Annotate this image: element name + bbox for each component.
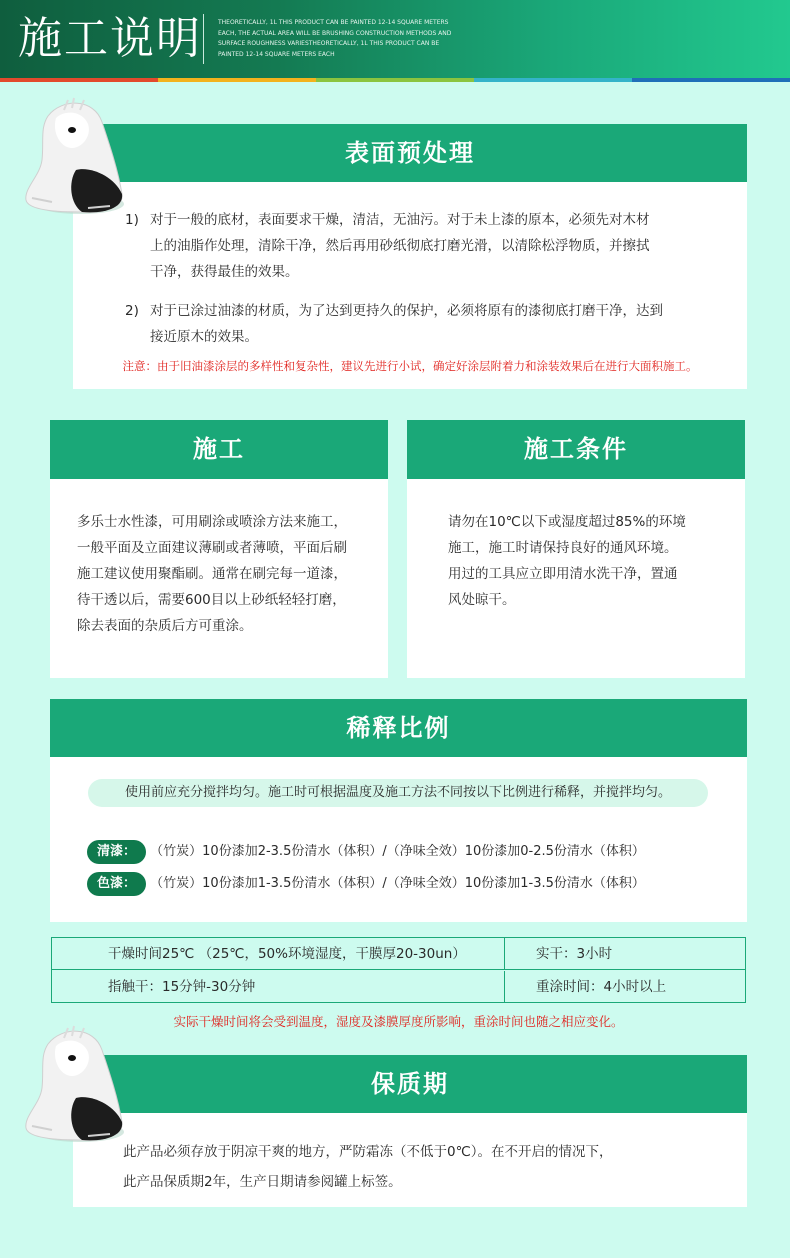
stripe-segment <box>158 78 316 82</box>
surface-item-1 <box>125 207 725 285</box>
clear-paint-label: 清漆： <box>87 840 146 864</box>
conditions-title: 施工条件 <box>407 420 745 479</box>
surface-prep-card <box>73 124 747 389</box>
item-number: 2) <box>125 303 139 319</box>
color-paint-ratio: （竹炭）10份漆加1-3.5份清水（体积）/（净味全效）10份漆加1-3.5份清水（体积） <box>150 876 645 891</box>
drying-note: 实际干燥时间将会受到温度，湿度及漆膜厚度所影响，重涂时间也随之相应变化。 <box>173 1014 624 1029</box>
surface-item-2 <box>125 298 725 350</box>
table-row <box>52 938 745 970</box>
sheepdog-illustration <box>18 96 126 220</box>
conditions-line: 用过的工具应立即用清水洗干净，置通 <box>448 566 678 582</box>
sheepdog-illustration <box>18 1024 126 1148</box>
surface-item-2-line2: 接近原木的效果。 <box>150 329 258 345</box>
recoat-time-cell: 重涂时间：4小时以上 <box>536 979 667 995</box>
conditions-card <box>407 420 745 678</box>
drying-time-cell: 干燥时间25℃ （25℃，50%环境湿度，干膜厚20-30un） <box>108 946 466 962</box>
dilution-title: 稀释比例 <box>50 699 747 757</box>
stripe-segment <box>474 78 632 82</box>
construction-line: 待干透以后，需要600目以上砂纸轻轻打磨， <box>77 592 346 608</box>
table-divider <box>504 938 505 970</box>
touch-dry-cell: 指触干：15分钟-30分钟 <box>108 979 256 995</box>
stripe-segment <box>316 78 474 82</box>
construction-card <box>50 420 388 678</box>
surface-note: 注意：由于旧油漆涂层的多样性和复杂性，建议先进行小试，确定好涂层附着力和涂装效果后在进行大面积施工。 <box>122 359 698 373</box>
hard-dry-cell: 实干：3小时 <box>536 946 613 962</box>
stripe-segment <box>0 78 158 82</box>
dilution-card <box>50 699 747 922</box>
clear-paint-ratio: （竹炭）10份漆加2-3.5份清水（体积）/（净味全效）10份漆加0-2.5份清水（体积） <box>150 844 645 859</box>
shelf-life-title: 保质期 <box>73 1055 747 1113</box>
banner-divider <box>203 14 204 64</box>
surface-item-2-line1: 对于已涂过油漆的材质，为了达到更持久的保护，必须将原有的漆彻底打磨干净，达到 <box>150 303 663 319</box>
color-stripe <box>0 78 790 82</box>
drying-table <box>51 937 746 1003</box>
header-banner <box>0 0 790 78</box>
construction-body <box>77 509 377 639</box>
color-paint-row <box>87 872 727 896</box>
shelf-life-card <box>73 1055 747 1207</box>
table-row <box>52 971 745 1003</box>
construction-line: 多乐士水性漆，可用刷涂或喷涂方法来施工， <box>77 514 347 530</box>
table-divider <box>504 971 505 1003</box>
construction-title: 施工 <box>50 420 388 479</box>
construction-line: 一般平面及立面建议薄刷或者薄喷，平面后刷 <box>77 540 347 556</box>
construction-line: 除去表面的杂质后方可重涂。 <box>77 618 253 634</box>
conditions-body <box>448 509 738 613</box>
conditions-line: 施工，施工时请保持良好的通风环境。 <box>448 540 678 556</box>
item-number: 1) <box>125 212 139 228</box>
stripe-segment <box>632 78 790 82</box>
color-paint-label: 色漆： <box>87 872 146 896</box>
shelf-life-line: 此产品必须存放于阴凉干爽的地方，严防霜冻（不低于0℃）。在不开启的情况下， <box>123 1144 613 1160</box>
surface-item-1-line1: 对于一般的底材，表面要求干燥，清洁，无油污。对于未上漆的原本，必须先对木材 <box>150 212 650 228</box>
conditions-line: 请勿在10℃以下或湿度超过85%的环境 <box>448 514 686 530</box>
construction-line: 施工建议使用聚酯刷。通常在刷完每一道漆， <box>77 566 347 582</box>
dilution-intro: 使用前应充分搅拌均匀。施工时可根据温度及施工方法不同按以下比例进行稀释，并搅拌均匀。 <box>88 779 708 807</box>
conditions-line: 风处晾干。 <box>448 592 516 608</box>
shelf-life-line: 此产品保质期2年，生产日期请参阅罐上标签。 <box>123 1174 402 1190</box>
clear-paint-row <box>87 840 727 864</box>
surface-item-1-line2: 上的油脂作处理，清除干净，然后再用砂纸彻底打磨光滑，以清除松浮物质，并擦拭 <box>150 238 650 254</box>
surface-prep-title: 表面预处理 <box>73 124 747 182</box>
banner-subtitle: THEORETICALLY, 1L THIS PRODUCT CAN BE PAINTED 12-14 SQUARE METERS EACH, THE ACTUAL AREA WILL BE BRUSHING CONSTRUCTION METHODS AND SURFACE ROUGHNESS VARIESTHEORETICALLY, 1L THIS PRODUCT CAN BE PAINTED 12-14 SQUARE METERS EACH <box>218 19 452 58</box>
shelf-life-body <box>123 1137 733 1197</box>
surface-item-1-line3: 干净，获得最佳的效果。 <box>150 264 299 280</box>
page-title: 施工说明 <box>18 13 202 64</box>
